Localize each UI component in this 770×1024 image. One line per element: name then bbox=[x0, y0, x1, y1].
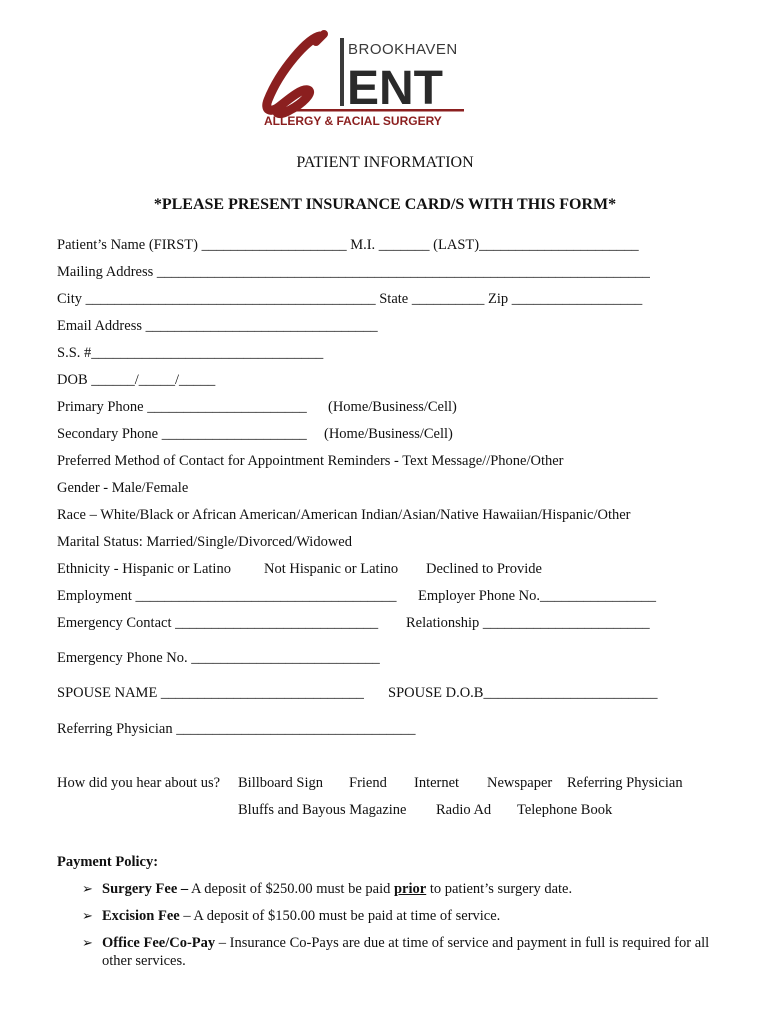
hear-option-telephone-book[interactable]: Telephone Book bbox=[517, 802, 613, 818]
hear-option-radio[interactable]: Radio Ad bbox=[436, 802, 492, 818]
form-title: PATIENT INFORMATION bbox=[296, 154, 474, 171]
brookhaven-ent-logo bbox=[250, 30, 470, 130]
relationship-field[interactable]: Relationship _______________________ bbox=[406, 615, 650, 631]
hear-option-magazine[interactable]: Bluffs and Bayous Magazine bbox=[238, 802, 407, 818]
mailing-address-field[interactable]: Mailing Address ____________________________________________________________________ bbox=[57, 264, 650, 280]
excision-fee-policy bbox=[102, 907, 500, 925]
policy-term: Office Fee/Co-Pay bbox=[102, 935, 216, 951]
marital-status-field[interactable]: Marital Status: Married/Single/Divorced/Widowed bbox=[57, 534, 352, 550]
dob-field[interactable]: DOB ______/_____/_____ bbox=[57, 372, 216, 388]
hear-option-billboard[interactable]: Billboard Sign bbox=[238, 775, 323, 791]
email-field[interactable]: Email Address ________________________________ bbox=[57, 318, 378, 334]
spouse-name-field[interactable]: SPOUSE NAME ____________________________ bbox=[57, 685, 364, 701]
hear-option-newspaper[interactable]: Newspaper bbox=[487, 775, 553, 791]
ethnicity-option-declined[interactable]: Declined to Provide bbox=[426, 561, 542, 577]
policy-term: Excision Fee bbox=[102, 908, 180, 924]
logo-graphic bbox=[250, 30, 470, 130]
logo-tagline: ALLERGY & FACIAL SURGERY bbox=[264, 114, 442, 128]
ethnicity-option-not-hispanic[interactable]: Not Hispanic or Latino bbox=[264, 561, 399, 577]
hear-option-friend[interactable]: Friend bbox=[349, 775, 387, 791]
race-field[interactable]: Race – White/Black or African American/American Indian/Asian/Native Hawaiian/Hispanic/Other bbox=[57, 507, 631, 523]
secondary-phone-field[interactable]: Secondary Phone ____________________ bbox=[57, 426, 307, 442]
emergency-phone-field[interactable]: Emergency Phone No. __________________________ bbox=[57, 650, 380, 666]
spouse-dob-field[interactable]: SPOUSE D.O.B________________________ bbox=[388, 685, 658, 701]
payment-policy-heading: Payment Policy: bbox=[57, 854, 159, 870]
policy-text: – A deposit of $150.00 must be paid at time of service. bbox=[179, 908, 501, 924]
policy-emphasis: prior bbox=[393, 881, 427, 897]
referring-physician-field[interactable]: Referring Physician _________________________________ bbox=[57, 721, 416, 737]
hear-about-us-label: How did you hear about us? bbox=[57, 775, 221, 791]
ssn-field[interactable]: S.S. #________________________________ bbox=[57, 345, 324, 361]
policy-text: – Insurance Co-Pays are due at time of service and payment in full is required for all other services. bbox=[102, 935, 710, 969]
gender-field[interactable]: Gender - Male/Female bbox=[57, 480, 189, 496]
hear-option-internet[interactable]: Internet bbox=[414, 775, 460, 791]
logo-name: BROOKHAVEN bbox=[348, 41, 458, 58]
arrow-bullet-icon: ➢ bbox=[82, 935, 93, 950]
employment-field[interactable]: Employment ____________________________________ bbox=[57, 588, 397, 604]
secondary-phone-type: (Home/Business/Cell) bbox=[324, 426, 453, 442]
policy-text-end: to patient’s surgery date. bbox=[426, 881, 573, 897]
hear-option-referring-physician[interactable]: Referring Physician bbox=[567, 775, 683, 791]
primary-phone-field[interactable]: Primary Phone ______________________ bbox=[57, 399, 307, 415]
city-state-zip-field[interactable]: City ________________________________________ State __________ Zip __________________ bbox=[57, 291, 643, 307]
logo-mark: ENT bbox=[347, 62, 443, 115]
policy-text: A deposit of $250.00 must be paid bbox=[188, 881, 394, 897]
policy-term: Surgery Fee – bbox=[102, 881, 189, 897]
office-fee-policy bbox=[102, 934, 742, 970]
contact-method-field[interactable]: Preferred Method of Contact for Appointment Reminders - Text Message//Phone/Other bbox=[57, 453, 564, 469]
employer-phone-field[interactable]: Employer Phone No.________________ bbox=[418, 588, 657, 604]
insurance-notice: *PLEASE PRESENT INSURANCE CARD/S WITH THIS FORM* bbox=[153, 196, 617, 213]
primary-phone-type: (Home/Business/Cell) bbox=[328, 399, 457, 415]
emergency-contact-field[interactable]: Emergency Contact ____________________________ bbox=[57, 615, 379, 631]
surgery-fee-policy bbox=[102, 880, 572, 898]
ethnicity-field[interactable]: Ethnicity - Hispanic or Latino bbox=[57, 561, 231, 577]
arrow-bullet-icon: ➢ bbox=[82, 881, 93, 896]
arrow-bullet-icon: ➢ bbox=[82, 908, 93, 923]
patient-name-field[interactable]: Patient’s Name (FIRST) ____________________ M.I. _______ (LAST)______________________ bbox=[57, 237, 639, 253]
